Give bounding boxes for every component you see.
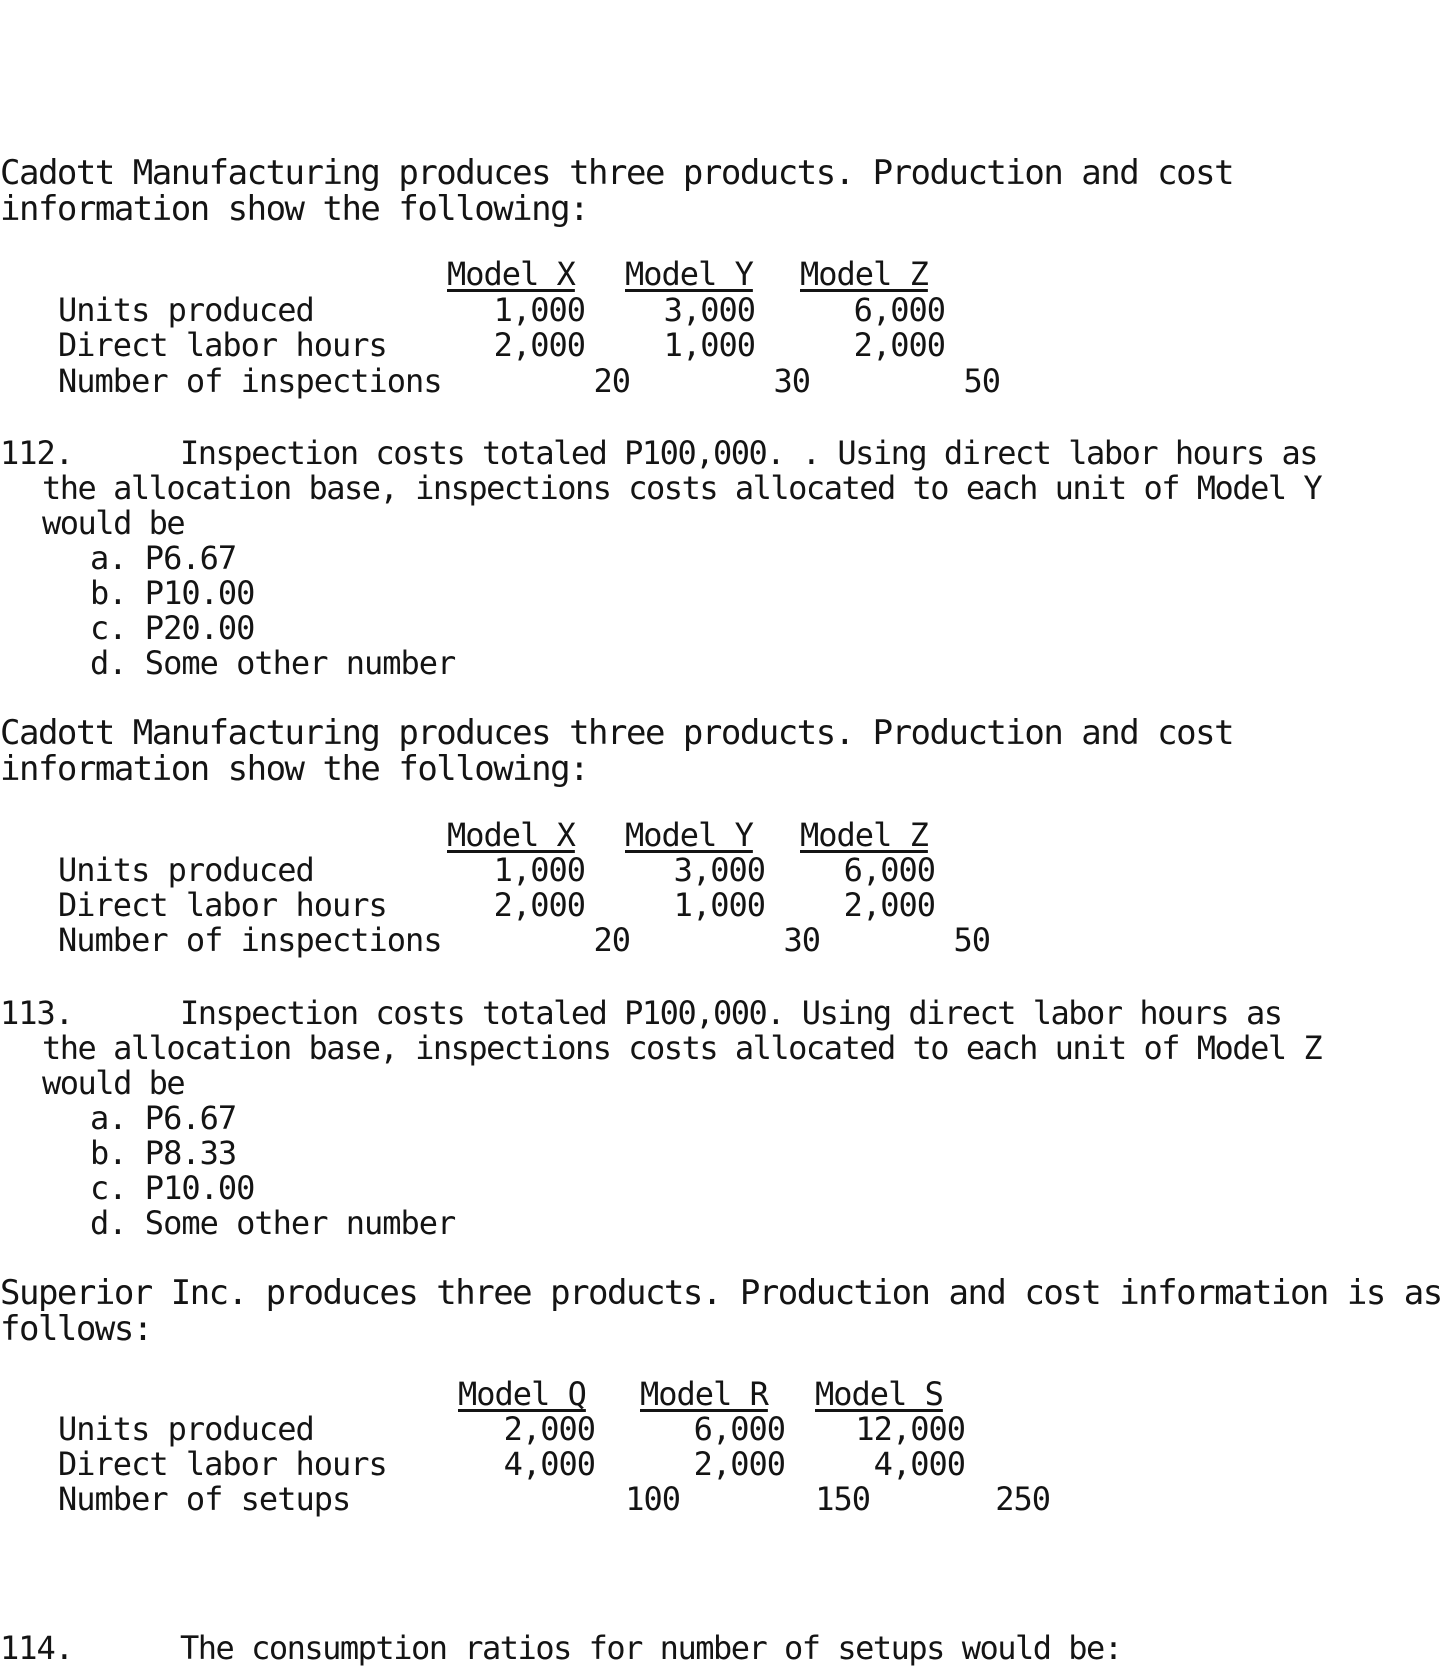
table-cell: 1,000: [663, 326, 755, 364]
column-header: Model R: [640, 1375, 768, 1413]
answer-option: a. P6.67: [90, 1099, 237, 1137]
answer-option: c. P20.00: [90, 609, 255, 647]
column-header: Model Y: [625, 255, 753, 293]
row-label: Number of setups: [58, 1480, 351, 1518]
answer-option: a. P6.67: [90, 539, 237, 577]
table-cell: 30: [783, 921, 820, 959]
table-cell: 150: [815, 1480, 870, 1518]
table-cell: 100: [625, 1480, 680, 1518]
table-cell: 6,000: [693, 1410, 785, 1448]
column-header: Model Z: [800, 255, 928, 293]
table-cell: 2,000: [843, 886, 935, 924]
question-text: the allocation base, inspections costs allocated to each unit of Model Z: [42, 1029, 1322, 1067]
column-header: Model Q: [458, 1375, 586, 1413]
table-cell: 6,000: [843, 851, 935, 889]
row-label: Number of inspections: [58, 362, 442, 400]
table-cell: 2,000: [503, 1410, 595, 1448]
question-number: 114.: [0, 1629, 74, 1667]
answer-option: d. Some other number: [90, 644, 456, 682]
table-cell: 250: [995, 1480, 1050, 1518]
column-header: Model Z: [800, 816, 928, 854]
table-cell: 20: [593, 362, 630, 400]
row-label: Direct labor hours: [58, 326, 387, 364]
answer-option: b. P8.33: [90, 1134, 237, 1172]
question-text: would be: [42, 504, 185, 542]
answer-option: d. Some other number: [90, 1204, 456, 1242]
table-cell: 30: [773, 362, 810, 400]
row-label: Direct labor hours: [58, 886, 387, 924]
table-cell: 3,000: [673, 851, 765, 889]
intro-text: Cadott Manufacturing produces three products. Production and cost: [0, 153, 1234, 193]
question-number: 113.: [0, 994, 74, 1032]
row-label: Units produced: [58, 1410, 314, 1448]
table-cell: 50: [963, 362, 1000, 400]
question-text: The consumption ratios for number of setups would be:: [180, 1629, 1122, 1667]
question-text: Inspection costs totaled P100,000. Using direct labor hours as: [180, 994, 1282, 1032]
intro-text: Cadott Manufacturing produces three products. Production and cost: [0, 713, 1234, 753]
table-cell: 2,000: [493, 326, 585, 364]
row-label: Number of inspections: [58, 921, 442, 959]
table-cell: 4,000: [503, 1445, 595, 1483]
table-cell: 4,000: [873, 1445, 965, 1483]
column-header: Model X: [447, 816, 575, 854]
table-cell: 12,000: [855, 1410, 965, 1448]
table-cell: 1,000: [673, 886, 765, 924]
answer-option: c. P10.00: [90, 1169, 255, 1207]
question-text: Inspection costs totaled P100,000. . Using direct labor hours as: [180, 434, 1317, 472]
table-cell: 2,000: [853, 326, 945, 364]
row-label: Units produced: [58, 291, 314, 329]
intro-text: information show the following:: [0, 749, 589, 789]
answer-option: b. P10.00: [90, 574, 255, 612]
intro-text: follows:: [0, 1309, 152, 1349]
intro-text: information show the following:: [0, 189, 589, 229]
question-text: would be: [42, 1064, 185, 1102]
row-label: Direct labor hours: [58, 1445, 387, 1483]
table-cell: 50: [953, 921, 990, 959]
table-cell: 20: [593, 921, 630, 959]
row-label: Units produced: [58, 851, 314, 889]
question-text: the allocation base, inspections costs allocated to each unit of Model Y: [42, 469, 1322, 507]
column-header: Model Y: [625, 816, 753, 854]
table-cell: 2,000: [693, 1445, 785, 1483]
column-header: Model X: [447, 255, 575, 293]
column-header: Model S: [815, 1375, 943, 1413]
table-cell: 1,000: [493, 851, 585, 889]
table-cell: 2,000: [493, 886, 585, 924]
table-cell: 3,000: [663, 291, 755, 329]
table-cell: 6,000: [853, 291, 945, 329]
intro-text: Superior Inc. produces three products. Production and cost information is as: [0, 1273, 1442, 1313]
table-cell: 1,000: [493, 291, 585, 329]
question-number: 112.: [0, 434, 74, 472]
